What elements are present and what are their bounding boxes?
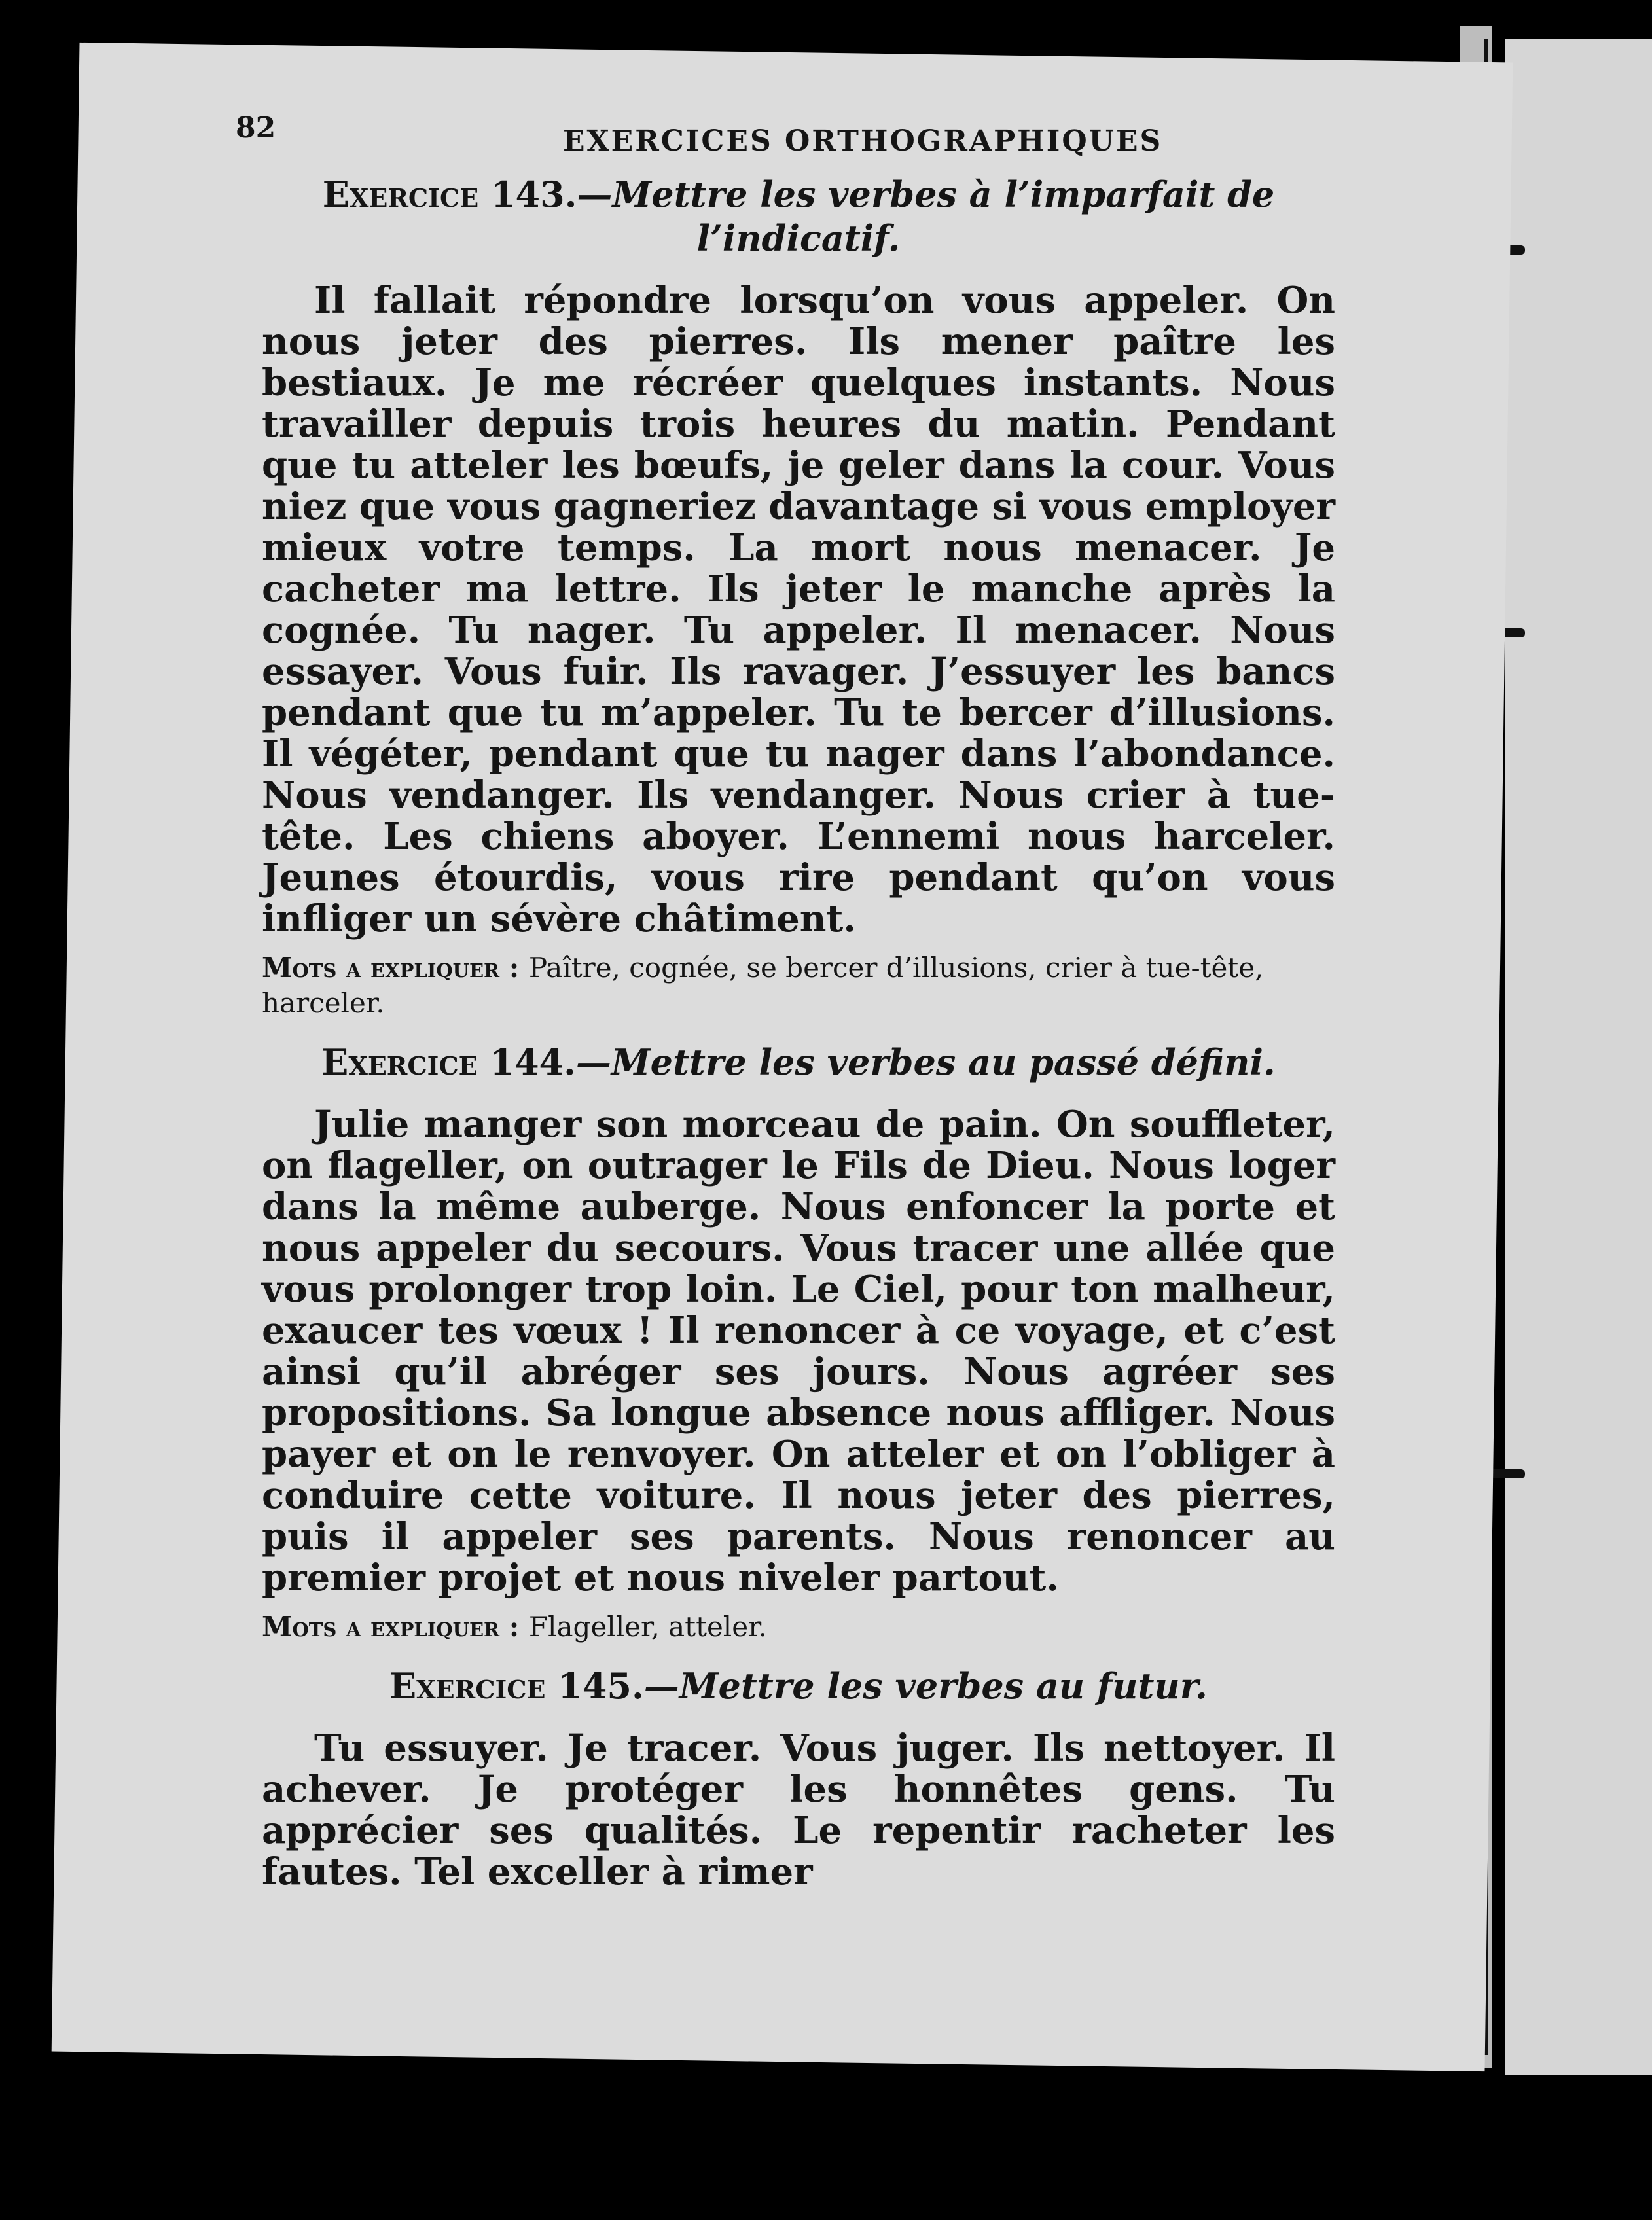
exercise-instruction: —Mettre les verbes à l’imparfait de l’indicatif. (577, 173, 1275, 259)
words-list: Paître, cognée, se bercer d’illusions, crier à tue-tête, harceler. (262, 952, 1264, 1019)
words-label: Mots a expliquer : (262, 952, 520, 984)
exercise-number: Exercice 145. (389, 1665, 644, 1707)
page-number: 82 (236, 111, 276, 145)
exercise-instruction: —Mettre les verbes au passé défini. (575, 1041, 1276, 1083)
words-label: Mots a expliquer : (262, 1611, 520, 1643)
facing-page (1505, 39, 1652, 2075)
exercise-text: Il fallait répondre lorsqu’on vous appeler. On nous jeter des pierres. Ils mener paître les bestiaux. Je me récréer quelques instants. Nous travailler depuis trois heures du matin. Pendant que tu atteler les bœufs, je geler dans la cour. Vous niez que vous gagneriez davantage si vous employer mieux votre temps. La mort nous menacer. Je cacheter ma lettre. Ils jeter le manche après la cognée. Tu nager. Tu appeler. Il menacer. Nous essayer. Vous fuir. Ils ravager. J’essuyer les bancs pendant que tu m’appeler. Tu te bercer d’illusions. Il végéter, pendant que tu nager dans l’abondance. Nous vendanger. Ils vendanger. Nous crier à tue-tête. Les chiens aboyer. L’ennemi nous harceler. Jeunes étourdis, vous rire pendant qu’on vous infliger un sévère châtiment. (262, 279, 1335, 940)
words-to-explain (262, 950, 1335, 1021)
exercise-text: Tu essuyer. Je tracer. Vous juger. Ils nettoyer. Il achever. Je protéger les honnêtes gens. Tu apprécier ses qualités. Le repentir racheter les fautes. Tel exceller à rimer (262, 1727, 1335, 1893)
running-head (236, 111, 1335, 158)
words-list: Flageller, atteler. (528, 1611, 767, 1643)
exercise-title (262, 173, 1335, 260)
header-title: EXERCICES ORTHOGRAPHIQUES (563, 124, 1163, 158)
exercise-title (262, 1041, 1335, 1084)
exercise-text: Julie manger son morceau de pain. On souffleter, on flageller, on outrager le Fils de Dieu. Nous loger dans la même auberge. Nous enfoncer la porte et nous appeler du secours. Vous tracer une allée que vous prolonger trop loin. Le Ciel, pour ton malheur, exaucer tes vœux ! Il renoncer à ce voyage, et c’est ainsi qu’il abréger ses jours. Nous agréer ses propositions. Sa longue absence nous affliger. Nous payer et on le renvoyer. On atteler et on l’obliger à conduire cette voiture. Il nous jeter des pierres, puis il appeler ses parents. Nous renoncer au premier projet et nous niveler partout. (262, 1103, 1335, 1600)
page-content (236, 111, 1335, 1893)
exercise-number: Exercice 144. (321, 1041, 576, 1083)
exercise-number: Exercice 143. (322, 173, 577, 215)
exercise-instruction: —Mettre les verbes au futur. (643, 1665, 1208, 1707)
exercise-title (262, 1664, 1335, 1708)
words-to-explain (262, 1609, 1335, 1645)
